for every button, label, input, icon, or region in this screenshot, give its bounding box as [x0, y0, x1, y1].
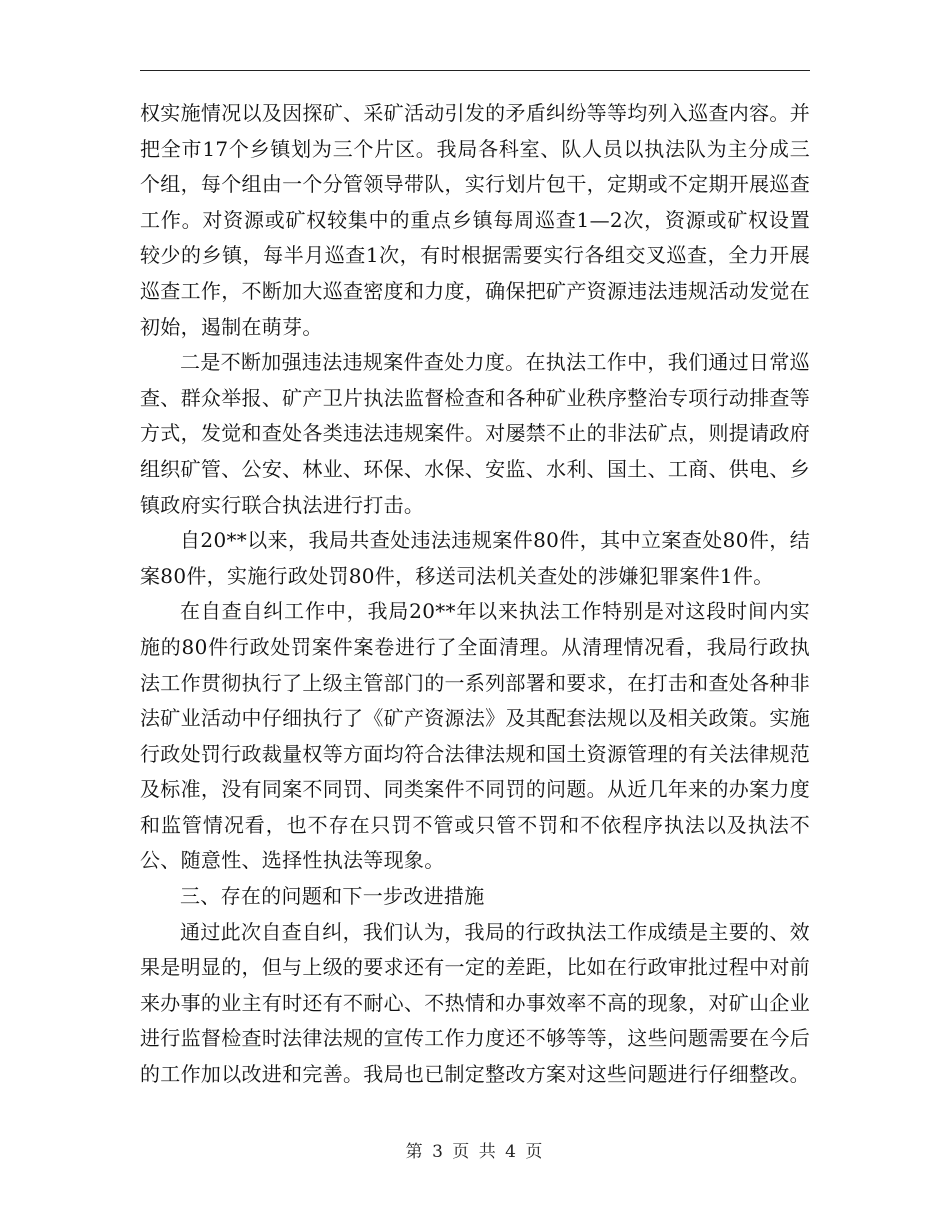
paragraph-3: 自20**以来，我局共查处违法违规案件80件，其中立案查处80件，结案80件，实施行政处罚80件，移送司法机关查处的涉嫌犯罪案件1件。	[140, 528, 810, 588]
page-number-footer: 第 3 页 共 4 页	[405, 1142, 545, 1162]
section-heading: 三、存在的问题和下一步改进措施	[180, 884, 485, 909]
paragraph-1: 权实施情况以及因探矿、采矿活动引发的矛盾纠纷等等均列入巡查内容。并把全市17个乡镇划为三个片区。我局各科室、队人员以执法队为主分成三个组，每个组由一个分管领导带队，实行划片包干，定期或不定期开展巡查工作。对资源或矿权较集中的重点乡镇每周巡查1—2次，资源或矿权设置较少的乡镇，每半月巡查1次，有时根据需要实行各组交叉巡查，全力开展巡查工作，不断加大巡查密度和力度，确保把矿产资源违法违规活动发觉在初始，遏制在萌芽。	[140, 101, 810, 339]
paragraph-4: 在自查自纠工作中，我局20**年以来执法工作特别是对这段时间内实施的80件行政处罚案件案卷进行了全面清理。从清理情况看，我局行政执法工作贯彻执行了上级主管部门的一系列部署和要求，在打击和查处各种非法矿业活动中仔细执行了《矿产资源法》及其配套法规以及相关政策。实施行政处罚行政裁量权等方面均符合法律法规和国土资源管理的有关法律规范及标准，没有同案不同罚、同类案件不同罚的问题。从近几年来的办案力度和监管情况看，也不存在只罚不管或只管不罚和不依程序执法以及执法不公、随意性、选择性执法等现象。	[140, 599, 810, 873]
document-body	[140, 96, 810, 1093]
paragraph-5: 通过此次自查自纠，我们认为，我局的行政执法工作成绩是主要的、效果是明显的，但与上级的要求还有一定的差距，比如在行政审批过程中对前来办事的业主有时还有不耐心、不热情和办事效率不高的现象，对矿山企业进行监督检查时法律法规的宣传工作力度还不够等等，这些问题需要在今后的工作加以改进和完善。我局也已制定整改方案对这些问题进行仔细整改。	[140, 919, 810, 1087]
paragraph-2: 二是不断加强违法违规案件查处力度。在执法工作中，我们通过日常巡查、群众举报、矿产卫片执法监督检查和各种矿业秩序整治专项行动排查等方式，发觉和查处各类违法违规案件。对屡禁不止的非法矿点，则提请政府组织矿管、公安、林业、环保、水保、安监、水利、国土、工商、供电、乡镇政府实行联合执法进行打击。	[140, 350, 810, 517]
header-rule	[140, 70, 810, 71]
